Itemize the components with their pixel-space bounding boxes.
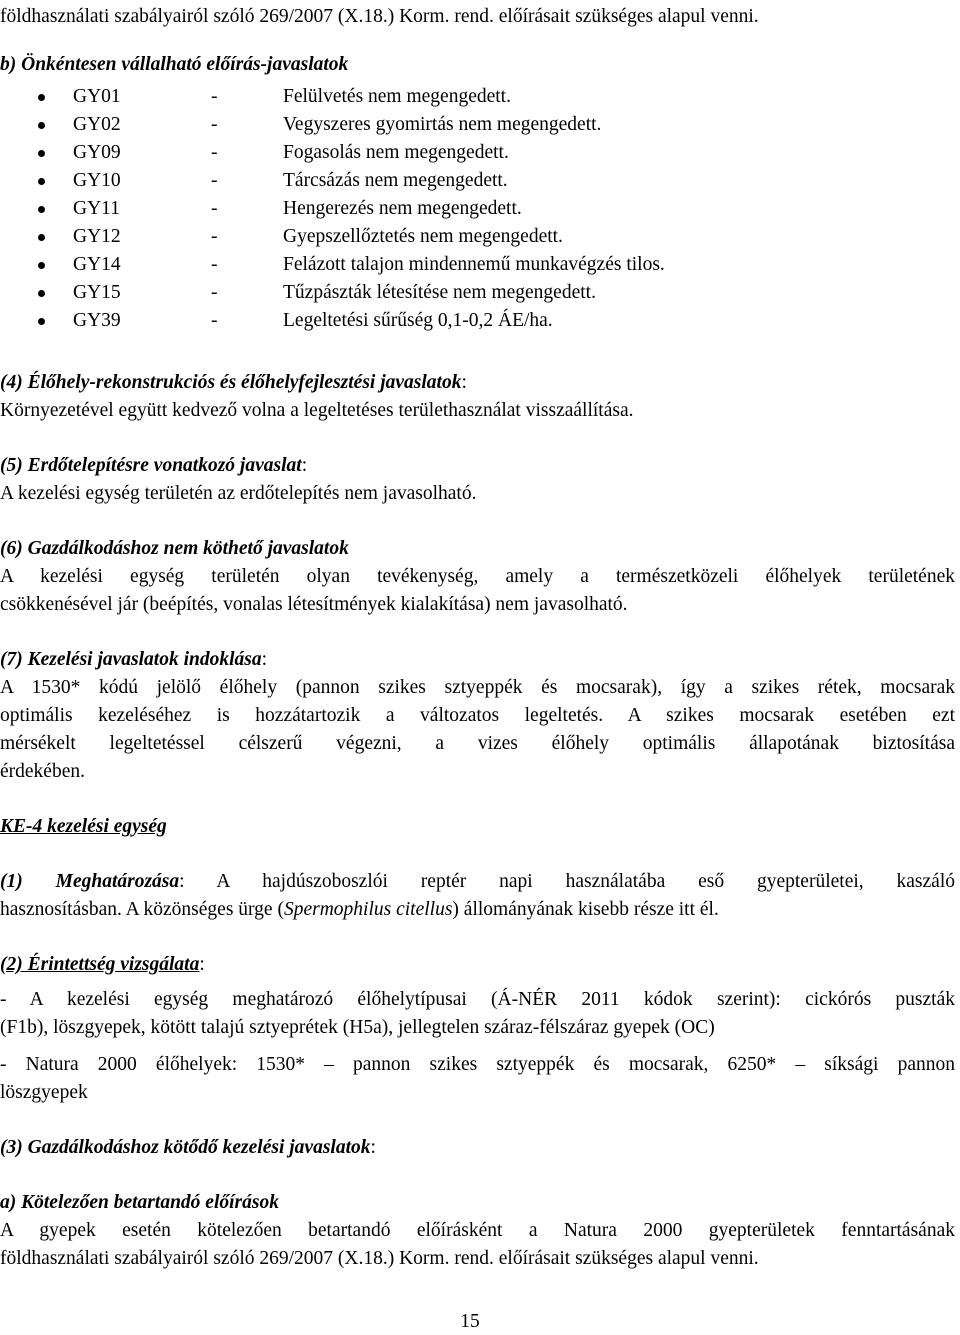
item-dash: - (211, 254, 218, 275)
section-7-heading: (7) Kezelési javaslatok indoklása (0, 649, 262, 670)
item-text: Vegyszeres gyomirtás nem megengedett. (283, 114, 602, 135)
page-number: 15 (460, 1311, 480, 1332)
item-dash: - (211, 170, 218, 191)
section-6-heading: (6) Gazdálkodáshoz nem köthető javaslatok (0, 538, 349, 559)
ke4-s2-label: (2) Érintettség vizsgálata (0, 954, 200, 975)
item-code: GY12 (73, 226, 121, 247)
ke4-s3-heading: (3) Gazdálkodáshoz kötődő kezelési javaslatok (0, 1137, 371, 1158)
section-4-heading: (4) Élőhely-rekonstrukciós és élőhelyfejlesztési javaslatok (0, 372, 462, 393)
ke4-s2-p2-line-2: löszgyepek (0, 1082, 88, 1103)
section-6-line-1: A kezelési egység területén olyan tevékenység, amely a természetközeli élőhelyek területének (0, 566, 955, 587)
item-text: Fogasolás nem megengedett. (283, 142, 509, 163)
item-code: GY15 (73, 282, 121, 303)
ke4-s2-p2-line-1: - Natura 2000 élőhelyek: 1530* – pannon szikes sztyeppék és mocsarak, 6250* – síksági pannon (0, 1054, 955, 1075)
heading-colon: : (461, 372, 467, 393)
item-code: GY01 (73, 86, 121, 107)
section-5-text: A kezelési egység területén az erdőtelepítés nem javasolható. (0, 483, 477, 504)
heading-colon: : (370, 1137, 376, 1158)
section-7-heading-line (0, 648, 267, 672)
bullet-icon (38, 262, 45, 269)
item-text: Hengerezés nem megengedett. (283, 198, 522, 219)
ke4-s2-p1-line-1: - A kezelési egység meghatározó élőhelytípusai (Á-NÉR 2011 kódok szerint): cickórós puszták (0, 989, 955, 1010)
ke4-s3-sub-a: a) Kötelezően betartandó előírások (0, 1192, 279, 1213)
species-name: Spermophilus citellus (283, 899, 453, 920)
item-text: Tűzpászták létesítése nem megengedett. (283, 282, 596, 303)
ke4-s3-line-2: földhasználati szabályairól szóló 269/2007 (X.18.) Korm. rend. előírásait szükséges alapul venni. (0, 1248, 759, 1269)
bullet-icon (38, 206, 45, 213)
item-text: Legeltetési sűrűség 0,1-0,2 ÁE/ha. (283, 310, 553, 331)
ke4-s1-text-post: ) állományának kisebb része itt él. (452, 899, 719, 920)
item-code: GY39 (73, 310, 121, 331)
bullet-icon (38, 290, 45, 297)
item-dash: - (211, 310, 218, 331)
item-dash: - (211, 282, 218, 303)
bullet-icon (38, 178, 45, 185)
heading-colon: : (261, 649, 268, 670)
ke4-title: KE-4 kezelési egység (0, 816, 167, 837)
item-text: Felázott talajon mindennemű munkavégzés tilos. (283, 254, 665, 275)
section-5-heading-line (0, 454, 307, 478)
ke4-s1-line-2 (0, 898, 719, 922)
item-code: GY09 (73, 142, 121, 163)
ke4-s1-text: : A hajdúszoboszlói reptér napi használatába eső gyepterületei, kaszáló (179, 871, 956, 892)
bullet-icon (38, 122, 45, 129)
ke4-s1-label: (1) Meghatározása (0, 871, 180, 892)
section-4-text: Környezetével együtt kedvező volna a legeltetéses területhasználat visszaállítása. (0, 400, 634, 421)
item-dash: - (211, 114, 218, 135)
section-5-heading: (5) Erdőtelepítésre vonatkozó javaslat (0, 455, 302, 476)
item-code: GY10 (73, 170, 121, 191)
item-text: Tárcsázás nem megengedett. (283, 170, 508, 191)
ke4-s3-line-1: A gyepek esetén kötelezően betartandó előírásként a Natura 2000 gyepterületek fenntartásának (0, 1220, 955, 1241)
item-code: GY02 (73, 114, 121, 135)
bullet-icon (38, 150, 45, 157)
item-code: GY14 (73, 254, 121, 275)
section-6-line-2: csökkenésével jár (beépítés, vonalas létesítmények kialakítása) nem javasolható. (0, 594, 628, 615)
section-7-line-1: A 1530* kódú jelölő élőhely (pannon szikes sztyeppék és mocsarak), így a szikes rétek, mocsarak (0, 677, 955, 698)
bullet-icon (38, 94, 45, 101)
section-7-line-4: érdekében. (0, 761, 85, 782)
ke4-s1-line-1 (0, 870, 955, 894)
voluntary-heading: b) Önkéntesen vállalható előírás-javaslatok (0, 54, 349, 75)
item-dash: - (211, 142, 218, 163)
ke4-s1-text-pre: hasznosításban. A közönséges ürge ( (0, 899, 284, 920)
item-dash: - (211, 226, 218, 247)
item-code: GY11 (73, 198, 120, 219)
item-dash: - (211, 86, 218, 107)
section-7-line-3: mérsékelt legeltetéssel célszerű végezni, a vizes élőhely optimális állapotának biztosítása (0, 733, 955, 754)
item-text: Gyepszellőztetés nem megengedett. (283, 226, 563, 247)
heading-colon: : (199, 954, 205, 975)
continuation-line: földhasználati szabályairól szóló 269/2007 (X.18.) Korm. rend. előírásait szükséges alapul venni. (0, 6, 759, 27)
bullet-icon (38, 234, 45, 241)
item-dash: - (211, 198, 218, 219)
bullet-icon (38, 318, 45, 325)
section-7-line-2: optimális kezeléséhez is hozzátartozik a változatos legeltetés. A szikes mocsarak esetében ezt (0, 705, 955, 726)
item-text: Felülvetés nem megengedett. (283, 86, 511, 107)
ke4-s3-heading-line (0, 1136, 376, 1160)
ke4-s2-heading-line (0, 953, 205, 977)
section-4-heading-line (0, 371, 467, 395)
heading-colon: : (301, 455, 308, 476)
ke4-s2-p1-line-2: (F1b), löszgyepek, kötött talajú sztyeprétek (H5a), jellegtelen száraz-félszáraz gyepek (OC) (0, 1017, 715, 1038)
